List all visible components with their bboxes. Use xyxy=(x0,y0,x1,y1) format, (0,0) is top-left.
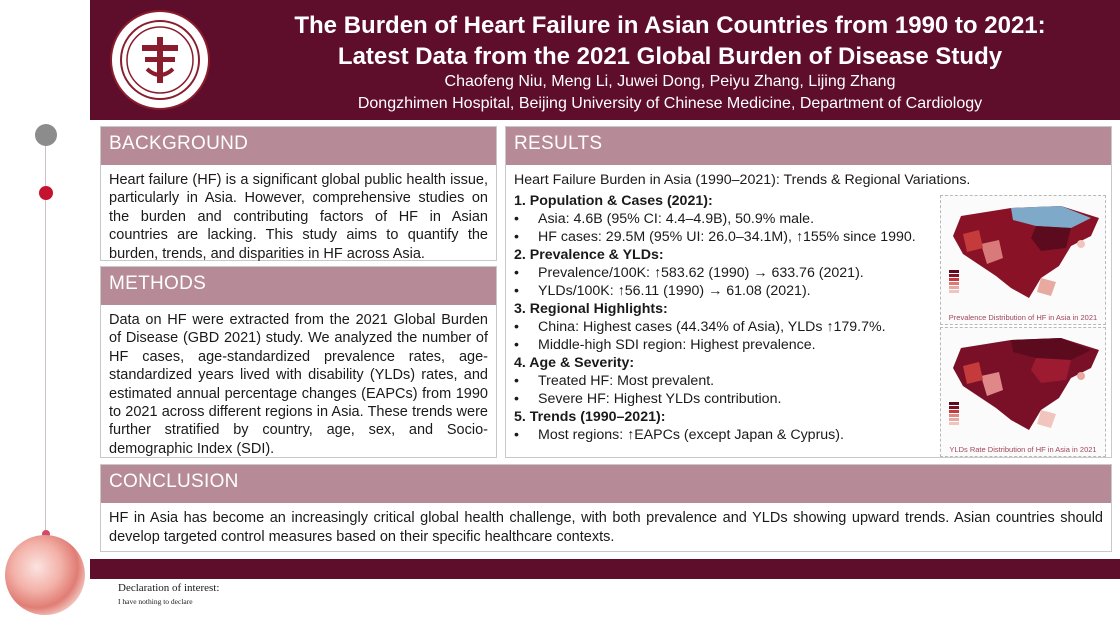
asia-map-icon xyxy=(941,196,1105,314)
conclusion-section xyxy=(100,464,1112,552)
map-legend xyxy=(949,270,959,294)
list-item xyxy=(514,336,949,354)
methods-text: Data on HF were extracted from the 2021 Global Burden of Disease (GBD 2021) study. We analyzed the number of HF cases, age-standardized prevalence rates, age-standardized years lived with disability (YLDs) rates, and estimated annual percentage changes (EAPCs) from 1990 to 2021 across different regions in Asia. These trends were further stratified by country, age, sex, and Socio-demographic Index (SDI). xyxy=(109,312,488,457)
background-section xyxy=(100,126,497,261)
conclusion-heading: CONCLUSION xyxy=(101,465,1111,503)
list-item-text: Asia: 4.6B (95% CI: 4.4–4.9B), 50.9% male. xyxy=(538,211,815,228)
ylds-rate-map xyxy=(940,327,1106,457)
bullet-icon: • xyxy=(514,229,519,246)
declaration-text: I have nothing to declare xyxy=(118,597,193,606)
grey-dot-icon xyxy=(35,124,57,146)
results-section-title: 4. Age & Severity: xyxy=(514,355,635,372)
list-item-text: Prevalence/100K: ↑583.62 (1990) → 633.76 (2021). xyxy=(538,265,864,282)
list-item-text: YLDs/100K: ↑56.11 (1990) → 61.08 (2021). xyxy=(538,283,811,300)
bullet-icon: • xyxy=(514,265,519,282)
list-item xyxy=(514,372,949,390)
results-section xyxy=(505,126,1112,458)
list-item-text: Most regions: ↑EAPCs (except Japan & Cyprus). xyxy=(538,427,844,444)
bullet-icon: • xyxy=(514,373,519,390)
list-item-text: China: Highest cases (44.34% of Asia), YLDs ↑179.7%. xyxy=(538,319,886,336)
poster-title xyxy=(230,10,1110,72)
authors: Chaofeng Niu, Meng Li, Juwei Dong, Peiyu Zhang, Lijing Zhang xyxy=(444,73,896,90)
bullet-icon: • xyxy=(514,391,519,408)
bullet-icon: • xyxy=(514,337,519,354)
list-item xyxy=(514,264,949,282)
results-list xyxy=(514,192,949,444)
map-caption: Prevalence Distribution of HF in Asia in 2021 xyxy=(948,313,1098,322)
red-dot-icon xyxy=(39,186,53,200)
list-item-text: Severe HF: Highest YLDs contribution. xyxy=(538,391,782,408)
background-heading: BACKGROUND xyxy=(101,127,496,165)
title-line-1: The Burden of Heart Failure in Asian Countries from 1990 to 2021: xyxy=(294,12,1046,39)
results-section-title: 3. Regional Highlights: xyxy=(514,301,668,318)
background-text: Heart failure (HF) is a significant global public health issue, particularly in Asia. However, comprehensive studies on the burden and contributing factors of HF in Asian countries are lacking. This study aims to quantify the burden, trends, and disparities in HF across Asia. xyxy=(109,172,488,262)
results-heading: RESULTS xyxy=(506,127,1111,165)
methods-heading: METHODS xyxy=(101,267,496,305)
results-section-title: 5. Trends (1990–2021): xyxy=(514,409,666,426)
results-section-title: 2. Prevalence & YLDs: xyxy=(514,247,664,264)
footer-band xyxy=(90,559,1120,579)
decorative-circle-image xyxy=(5,535,85,615)
bullet-icon: • xyxy=(514,211,519,228)
seal-emblem-icon xyxy=(125,25,195,95)
conclusion-text: HF in Asia has become an increasingly critical global health challenge, with both prevalence and YLDs showing upward trends. Asian countries should develop targeted control measures based on their specific healthcare contexts. xyxy=(109,510,1103,545)
bullet-icon: • xyxy=(514,427,519,444)
list-item xyxy=(514,228,949,246)
results-section-title: 1. Population & Cases (2021): xyxy=(514,193,713,210)
university-seal-icon xyxy=(110,10,210,110)
results-intro: Heart Failure Burden in Asia (1990–2021): Trends & Regional Variations. xyxy=(514,172,971,188)
timeline-divider xyxy=(45,140,46,550)
bullet-icon: • xyxy=(514,283,519,300)
map-legend xyxy=(949,402,959,426)
affiliation: Dongzhimen Hospital, Beijing University of Chinese Medicine, Department of Cardiology xyxy=(357,95,983,112)
list-item xyxy=(514,390,949,408)
list-item xyxy=(514,210,949,228)
list-item-text: HF cases: 29.5M (95% UI: 26.0–34.1M), ↑155% since 1990. xyxy=(538,229,916,246)
title-line-2: Latest Data from the 2021 Global Burden of Disease Study xyxy=(337,43,1003,70)
methods-section xyxy=(100,266,497,458)
asia-map-icon xyxy=(941,328,1105,446)
list-item xyxy=(514,426,949,444)
prevalence-map xyxy=(940,195,1106,325)
list-item xyxy=(514,318,949,336)
bullet-icon: • xyxy=(514,319,519,336)
list-item-text: Treated HF: Most prevalent. xyxy=(538,373,715,390)
list-item xyxy=(514,282,949,300)
declaration-title: Declaration of interest: xyxy=(118,582,220,594)
list-item-text: Middle-high SDI region: Highest prevalence. xyxy=(538,337,816,354)
map-caption: YLDs Rate Distribution of HF in Asia in 2021 xyxy=(949,445,1097,454)
